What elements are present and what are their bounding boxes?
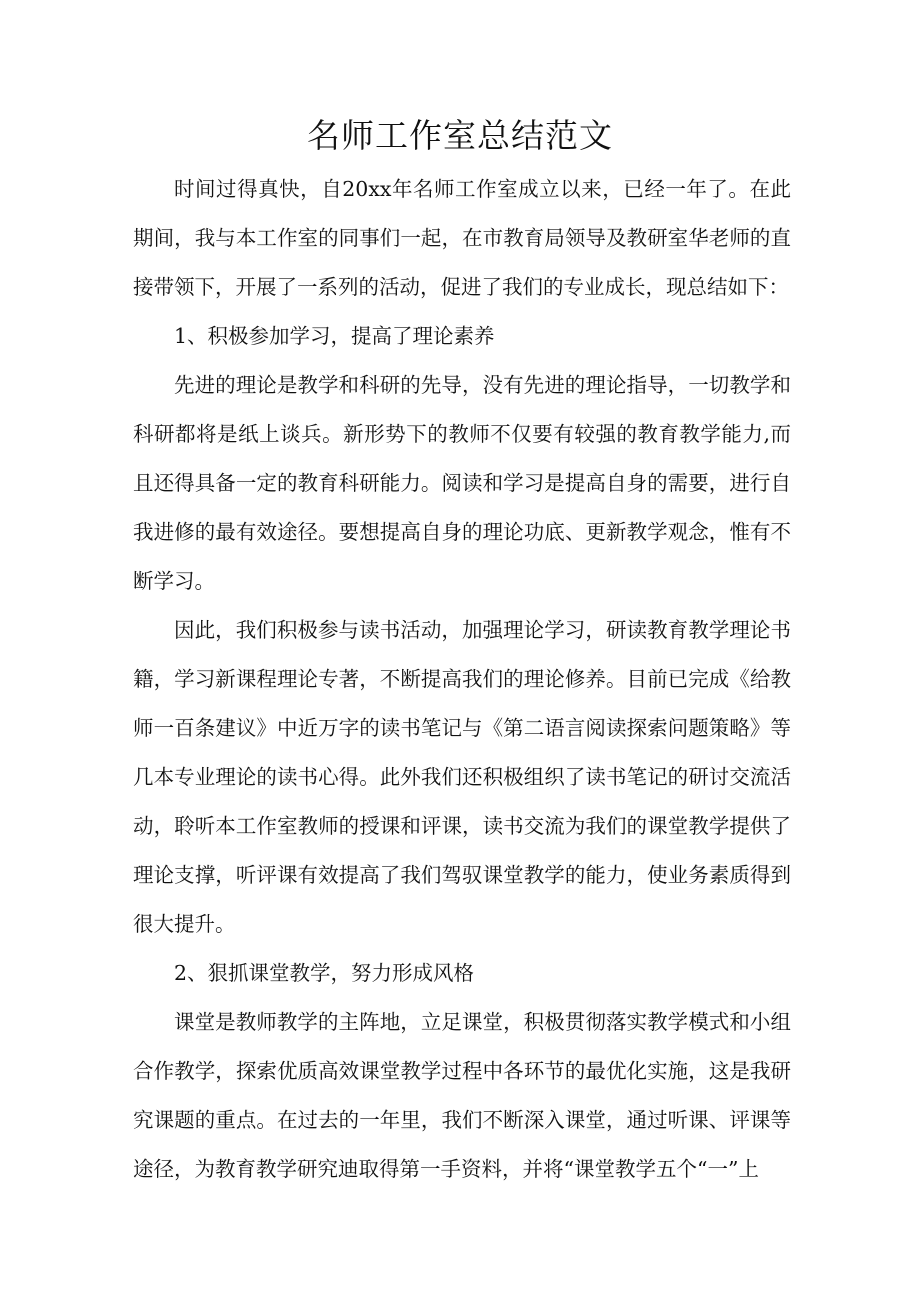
section-1-paragraph-2: 因此，我们积极参与读书活动，加强理论学习，研读教育教学理论书籍，学习新课程理论专著，不断提高我们的理论修养。目前已完成《给教师一百条建议》中近万字的读书笔记与《第二语言阅读探索问题策略》等几本专业理论的读书心得。此外我们还积极组织了读书笔记的研讨交流活动，聆听本工作室教师的授课和评课，读书交流为我们的课堂教学提供了理论支撑，听评课有效提高了我们驾驭课堂教学的能力，使业务素质得到很大提升。 (133, 618, 791, 936)
section-heading-2: 2、狠抓课堂教学，努力形成风格 (174, 961, 475, 985)
section-2-paragraph-1: 课堂是教师教学的主阵地，立足课堂，积极贯彻落实教学模式和小组合作教学，探索优质高效课堂教学过程中各环节的最优化实施，这是我研究课题的重点。在过去的一年里，我们不断深入课堂，通过听课、评课等途径，为教育教学研究迪取得第一手资料，并将“课堂教学五个“一”上 (133, 1010, 791, 1181)
document-body (133, 165, 791, 1194)
document-title: 名师工作室总结范文 (307, 116, 613, 155)
section-1-paragraph-1: 先进的理论是教学和科研的先导，没有先进的理论指导，一切教学和科研都将是纸上谈兵。新形势下的教师不仅要有较强的教育教学能力,而且还得具备一定的教育科研能力。阅读和学习是提高自身的需要，进行自我进修的最有效途径。要想提高自身的理论功底、更新教学观念，惟有不断学习。 (133, 373, 791, 593)
intro-paragraph: 时间过得真快，自20xx年名师工作室成立以来，已经一年了。在此期间，我与本工作室的同事们一起，在市教育局领导及教研室华老师的直接带领下，开展了一系列的活动，促进了我们的专业成长，现总结如下： (133, 177, 791, 299)
section-heading-1: 1、积极参加学习，提高了理论素养 (174, 324, 495, 348)
